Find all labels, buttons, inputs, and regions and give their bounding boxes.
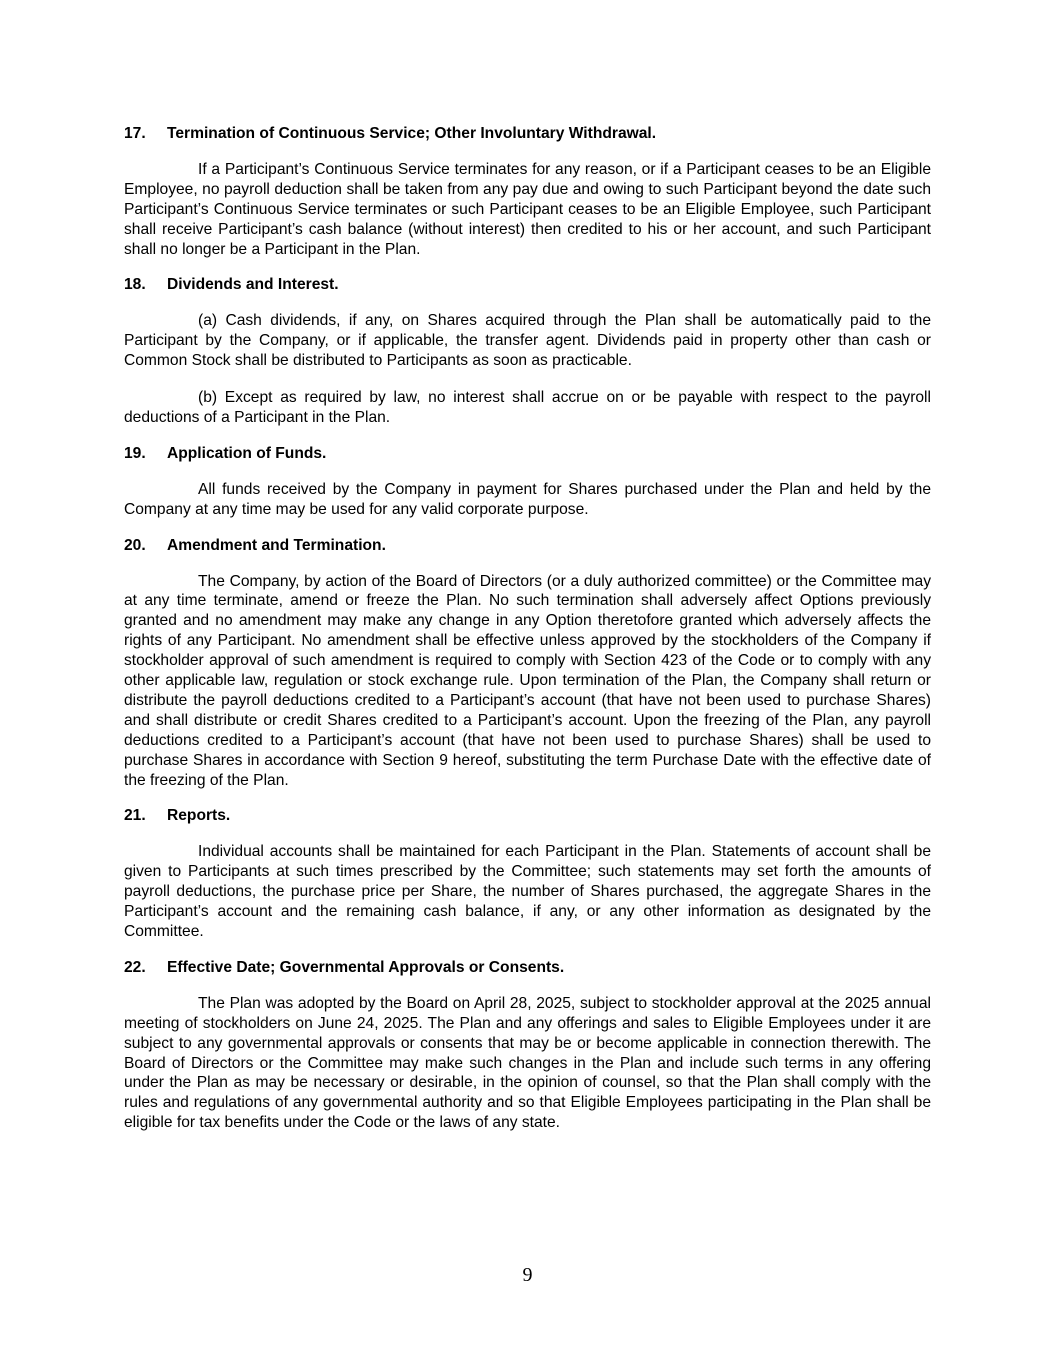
section-heading (124, 275, 931, 295)
section-title: Application of Funds. (167, 444, 327, 462)
section-17 (124, 124, 931, 259)
section-number: 18. (124, 276, 146, 294)
section-heading (124, 124, 931, 144)
section-title: Amendment and Termination. (167, 536, 386, 554)
section-21 (124, 806, 931, 941)
paragraph: All funds received by the Company in payment for Shares purchased under the Plan and held by the Company at any time may be used for any valid corporate purpose. (124, 480, 931, 518)
section-heading (124, 536, 931, 556)
paragraph: The Company, by action of the Board of Directors (or a duly authorized committee) or the Committee may at any time terminate, amend or freeze the Plan. No such termination shall adversely affect Options previously granted and no amendment may make any change in any Option theretofore granted which adversely affects the rights of any Participant. No amendment shall be effective unless approved by the stockholders of the Company if stockholder approval of such amendment is required to comply with Section 423 of the Code or to comply with any other applicable law, regulation or stock exchange rule. Upon termination of the Plan, the Company shall return or distribute the payroll deductions credited to a Participant’s account (that have not been used to purchase Shares) and shall distribute or credit Shares credited to a Participant’s account. Upon the freezing of the Plan, any payroll deductions credited to a Participant’s account (that have not been used to purchase Shares) shall be used to purchase Shares in accordance with Section 9 hereof, substituting the term Purchase Date with the effective date of the freezing of the Plan. (124, 572, 931, 789)
section-20 (124, 536, 931, 791)
section-number: 20. (124, 536, 146, 554)
section-22 (124, 958, 931, 1133)
section-title: Reports. (167, 807, 231, 825)
section-heading (124, 444, 931, 464)
section-title: Termination of Continuous Service; Other Involuntary Withdrawal. (167, 125, 657, 142)
paragraph: If a Participant’s Continuous Service terminates for any reason, or if a Participant ceases to be an Eligible Employee, no payroll deduction shall be taken from any pay due and owing to such Participant beyond the date such Participant’s Continuous Service terminates or such Participant ceases to be an Eligible Employee, such Participant shall receive Participant’s cash balance (without interest) then credited to his or her account, and such Participant shall no longer be a Participant in the Plan. (124, 160, 931, 258)
paragraph: (b) Except as required by law, no interest shall accrue on or be payable with respect to the payroll deductions of a Participant in the Plan. (124, 389, 931, 426)
paragraph: Individual accounts shall be maintained for each Participant in the Plan. Statements of account shall be given to Participants at such times prescribed by the Committee; such statements may set forth the amounts of payroll deductions, the purchase price per Share, the number of Shares purchased, the aggregate Shares in the Participant’s account and the remaining cash balance, if any, or any other information as designated by the Committee. (124, 843, 931, 940)
section-number: 22. (124, 958, 146, 976)
paragraph: (a) Cash dividends, if any, on Shares acquired through the Plan shall be automatically paid to the Participant by the Company, or if applicable, the transfer agent. Dividends paid in property other than cash or Common Stock shall be distributed to Participants as soon as practicable. (124, 312, 931, 370)
section-19 (124, 444, 931, 520)
document-body (124, 124, 931, 1149)
section-title: Dividends and Interest. (167, 276, 339, 294)
section-18 (124, 275, 931, 427)
paragraph: The Plan was adopted by the Board on April 28, 2025, subject to stockholder approval at the 2025 annual meeting of stockholders on June 24, 2025. The Plan and any offerings and sales to Eligible Employees under it are subject to any governmental approvals or consents that may be or become applicable in connection therewith. The Board of Directors or the Committee may make such changes in the Plan and include such terms in any offering under the Plan as may be necessary or desirable, in the opinion of counsel, so that the Plan shall comply with the rules and regulations of any governmental authority and so that Eligible Employees participating in the Plan shall be eligible for tax benefits under the Code or the laws of any state. (124, 994, 931, 1132)
section-number: 21. (124, 807, 146, 825)
section-number: 17. (124, 125, 146, 142)
section-number: 19. (124, 444, 146, 462)
page-number: 9 (522, 1264, 533, 1286)
section-heading (124, 958, 931, 978)
section-title: Effective Date; Governmental Approvals or Consents. (167, 958, 565, 976)
section-heading (124, 806, 931, 826)
